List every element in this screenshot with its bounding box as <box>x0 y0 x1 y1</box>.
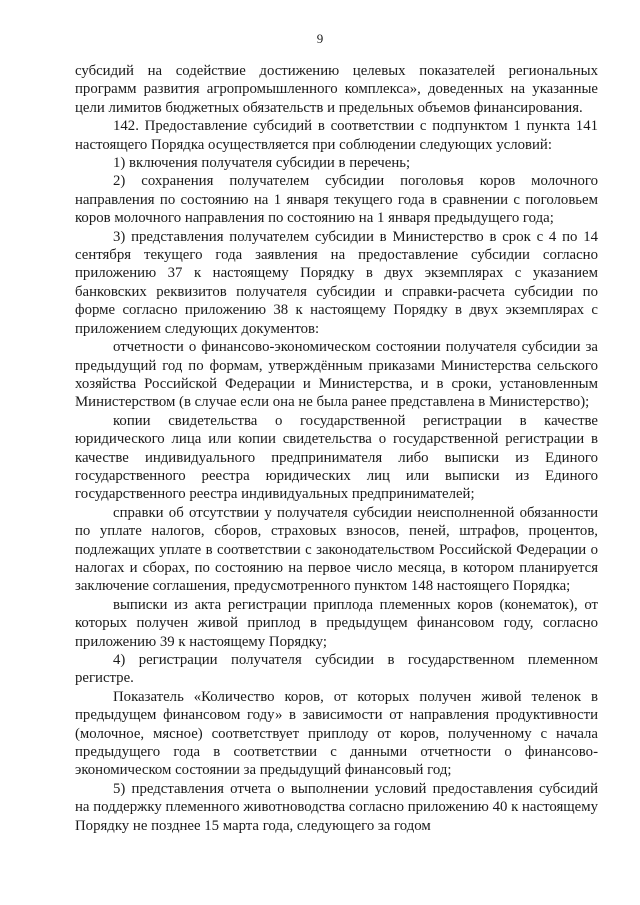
paragraph-continuation: субсидий на содействие достижению целевых показателей региональных программ развития агропромышленного комплекса», доведенных на указанные цели лимитов бюджетных обязательств и предельных объемов финансирования. <box>75 63 598 116</box>
paragraph-condition-3: 3) представления получателем субсидии в Министерство в срок с 4 по 14 сентября текущего года заявления на предоставление субсидии согласно приложению 37 к настоящему Порядку в двух экземплярах с указанием банковских реквизитов получателя субсидии и справки-расчета субсидии по форме согласно приложению 38 к настоящему Порядку в двух экземплярах с приложением следующих документов: <box>75 228 598 337</box>
paragraph-item-142: 142. Предоставление субсидий в соответствии с подпунктом 1 пункта 141 настоящего Порядка осуществляется при соблюдении следующих условий: <box>75 118 598 153</box>
paragraph-doc-offspring-extract: выписки из акта регистрации приплода племенных коров (конематок), от которых получен живой приплод в предыдущем финансовом году, согласно приложению 39 к настоящему Порядку; <box>75 596 598 650</box>
paragraph-doc-financial-report: отчетности о финансово-экономическом состоянии получателя субсидии за предыдущий год по формам, утверждённым приказами Министерства сельского хозяйства Российской Федерации и Министерства, и в сроки, установленным Министерством (в случае если она не была ранее представлена в Министерство); <box>75 339 598 411</box>
paragraph-doc-tax-certificate: справки об отсутствии у получателя субсидии неисполненной обязанности по уплате налогов, сборов, страховых взносов, пеней, штрафов, процентов, подлежащих уплате в соответствии с законодательством Российской Федерации о налогах и сборах, по состоянию на первое число месяца, в котором планируется заключение соглашения, предусмотренного пунктом 148 настоящего Порядка; <box>75 504 598 595</box>
paragraph-indicator: Показатель «Количество коров, от которых получен живой теленок в предыдущем финансовом году» в зависимости от направления продуктивности (молочное, мясное) соответствует приплоду от коров, полученному с начала предыдущего года в соответствии с данными отчетности о финансово-экономическом состоянии за предыдущий финансовый год; <box>75 688 598 779</box>
paragraph-condition-2: 2) сохранения получателем субсидии поголовья коров молочного направления по состоянию на 1 января текущего года в сравнении с поголовьем коров молочного направления по состоянию на 1 января предыдущего года; <box>75 173 598 227</box>
paragraph-doc-registration-copy: копии свидетельства о государственной регистрации в качестве юридического лица или копии свидетельства о государственной регистрации в качестве индивидуального предпринимателя либо выписки из Единого государственного реестра юридических лиц или выписки из Единого государственного реестра индивидуальных предпринимателей; <box>75 412 598 503</box>
document-body <box>75 62 598 835</box>
page-number: 9 <box>316 31 324 46</box>
paragraph-condition-4: 4) регистрации получателя субсидии в государственном племенном регистре. <box>75 652 598 687</box>
paragraph-condition-1: 1) включения получателя субсидии в перечень; <box>113 155 411 172</box>
paragraph-condition-5: 5) представления отчета о выполнении условий предоставления субсидий на поддержку племенного животноводства согласно приложению 40 к настоящему Порядку не позднее 15 марта года, следующего за годом <box>75 780 598 834</box>
